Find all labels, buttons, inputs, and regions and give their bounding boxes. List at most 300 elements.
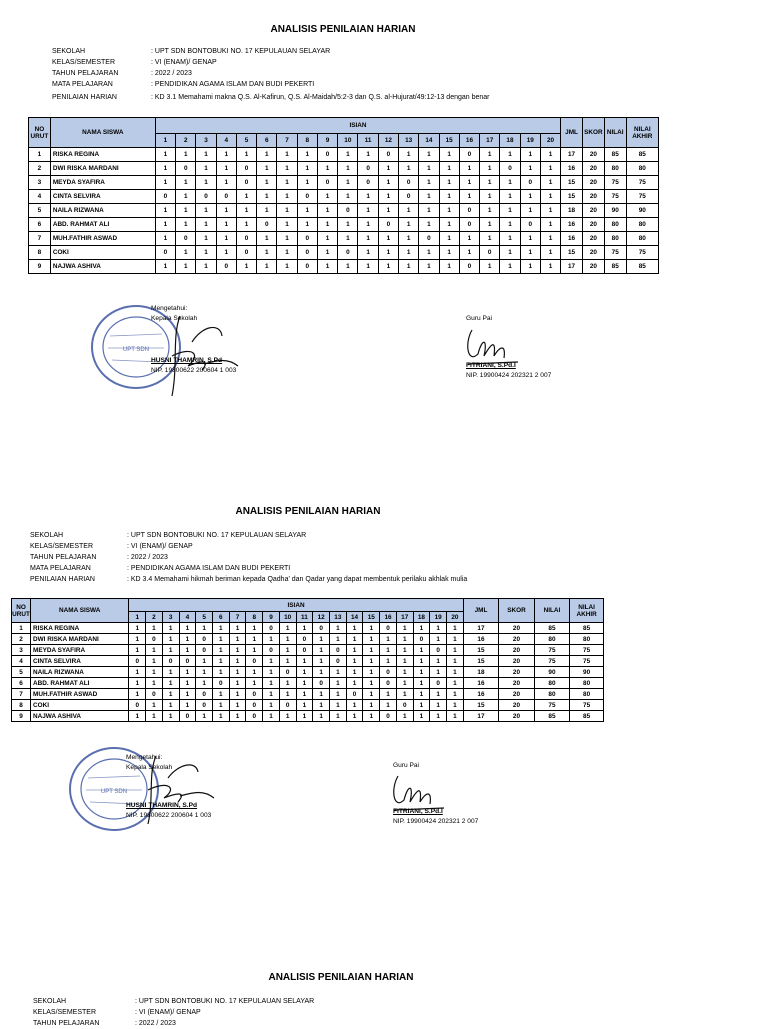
- col-item-number: 14: [346, 612, 363, 623]
- item-score: 1: [317, 246, 337, 260]
- student-name: RISKA REGINA: [50, 148, 155, 162]
- jml-value: 16: [561, 218, 583, 232]
- col-item-number: 16: [380, 612, 397, 623]
- item-score: 1: [212, 700, 229, 711]
- item-score: 1: [277, 176, 297, 190]
- item-score: 1: [447, 678, 464, 689]
- skor-value: 20: [499, 645, 534, 656]
- item-score: 1: [313, 689, 330, 700]
- item-score: 1: [363, 623, 380, 634]
- item-score: 0: [338, 246, 358, 260]
- item-score: 1: [297, 176, 317, 190]
- item-score: 1: [313, 656, 330, 667]
- item-score: 1: [540, 148, 560, 162]
- item-score: 0: [380, 711, 397, 722]
- label-sekolah: SEKOLAH: [30, 532, 64, 539]
- row-number: 9: [29, 260, 51, 274]
- item-score: 1: [196, 162, 216, 176]
- item-score: 0: [297, 260, 317, 274]
- item-score: 1: [162, 711, 179, 722]
- item-score: 1: [396, 667, 413, 678]
- item-score: 1: [396, 678, 413, 689]
- headmaster-name: HUSNI THAMRIN, S.Pd: [126, 802, 198, 809]
- skor-value: 20: [499, 678, 534, 689]
- nilai-akhir-value: 75: [570, 645, 604, 656]
- item-score: 1: [338, 218, 358, 232]
- item-score: 1: [396, 623, 413, 634]
- item-score: 1: [263, 711, 280, 722]
- item-score: 1: [129, 678, 146, 689]
- item-score: 1: [520, 204, 540, 218]
- item-score: 1: [176, 246, 196, 260]
- item-score: 1: [540, 218, 560, 232]
- item-score: 1: [236, 204, 256, 218]
- item-score: 1: [480, 176, 500, 190]
- score-table: [11, 598, 604, 722]
- value-penilaian: : KD 3.4 Memahami hikmah beriman kepada Qadha' dan Qadar yang dapat membentuk perilaku akhlak mulia: [127, 576, 468, 583]
- label-kelas: KELAS/SEMESTER: [30, 543, 94, 550]
- col-item-number: 8: [246, 612, 263, 623]
- item-score: 1: [162, 623, 179, 634]
- value-tahun: : 2022 / 2023: [135, 1020, 176, 1027]
- col-item-number: 15: [363, 612, 380, 623]
- nilai-value: 75: [534, 656, 569, 667]
- nilai-value: 90: [604, 204, 626, 218]
- item-score: 1: [439, 218, 459, 232]
- table-row: [12, 689, 604, 700]
- item-score: 0: [380, 667, 397, 678]
- item-score: 0: [216, 190, 236, 204]
- row-number: 3: [29, 176, 51, 190]
- item-score: 0: [430, 645, 447, 656]
- item-score: 1: [358, 190, 378, 204]
- label-mapel: MATA PELAJARAN: [30, 565, 91, 572]
- item-score: 1: [263, 700, 280, 711]
- item-score: 1: [176, 148, 196, 162]
- item-score: 1: [358, 148, 378, 162]
- item-score: 1: [179, 645, 196, 656]
- item-score: 1: [540, 162, 560, 176]
- item-score: 1: [480, 162, 500, 176]
- nilai-value: 80: [534, 678, 569, 689]
- item-score: 1: [146, 700, 163, 711]
- item-score: 1: [380, 645, 397, 656]
- row-number: 4: [12, 656, 31, 667]
- headmaster-block: [126, 753, 211, 821]
- item-score: 0: [378, 218, 398, 232]
- item-score: 1: [279, 656, 296, 667]
- item-score: 1: [296, 689, 313, 700]
- item-score: 1: [229, 700, 246, 711]
- item-score: 1: [196, 176, 216, 190]
- item-score: 1: [396, 711, 413, 722]
- item-score: 1: [179, 667, 196, 678]
- teacher-title: Guru Pai: [466, 315, 493, 322]
- table-row: [29, 218, 659, 232]
- nilai-value: 75: [604, 176, 626, 190]
- item-score: 1: [313, 634, 330, 645]
- table-row: [29, 232, 659, 246]
- table-row: [29, 162, 659, 176]
- item-score: 1: [229, 711, 246, 722]
- item-score: 0: [459, 218, 479, 232]
- skor-value: 20: [582, 260, 604, 274]
- item-score: 1: [263, 689, 280, 700]
- item-score: 1: [216, 204, 236, 218]
- item-score: 1: [317, 218, 337, 232]
- item-score: 1: [296, 700, 313, 711]
- item-score: 1: [329, 634, 346, 645]
- col-item-number: 11: [358, 134, 378, 148]
- item-score: 1: [263, 667, 280, 678]
- skor-value: 20: [499, 623, 534, 634]
- item-score: 0: [380, 623, 397, 634]
- headmaster-name: HUSNI THAMRIN, S.Pd: [151, 357, 223, 364]
- col-item-number: 18: [500, 134, 520, 148]
- value-mapel: : PENDIDIKAN AGAMA ISLAM DAN BUDI PEKERTI: [151, 81, 315, 88]
- col-item-number: 20: [540, 134, 560, 148]
- item-score: 1: [346, 700, 363, 711]
- item-score: 1: [155, 162, 175, 176]
- item-score: 0: [176, 162, 196, 176]
- item-score: 1: [540, 246, 560, 260]
- item-score: 0: [279, 667, 296, 678]
- col-nama-siswa: NAMA SISWA: [50, 118, 155, 148]
- value-kelas: : VI (ENAM)/ GENAP: [127, 543, 193, 550]
- item-score: 1: [520, 162, 540, 176]
- item-score: 1: [216, 148, 236, 162]
- nilai-value: 80: [604, 218, 626, 232]
- item-score: 0: [246, 700, 263, 711]
- item-score: 1: [378, 232, 398, 246]
- item-score: 1: [176, 204, 196, 218]
- row-number: 4: [29, 190, 51, 204]
- item-score: 1: [212, 711, 229, 722]
- label-mapel: MATA PELAJARAN: [52, 81, 113, 88]
- item-score: 1: [419, 190, 439, 204]
- col-item-number: 19: [520, 134, 540, 148]
- item-score: 1: [363, 689, 380, 700]
- nilai-value: 85: [604, 260, 626, 274]
- nilai-value: 80: [604, 232, 626, 246]
- item-score: 1: [358, 218, 378, 232]
- student-name: MEYDA SYAFIRA: [31, 645, 129, 656]
- nilai-akhir-value: 85: [626, 148, 658, 162]
- item-score: 1: [363, 667, 380, 678]
- item-score: 1: [439, 148, 459, 162]
- col-item-number: 8: [297, 134, 317, 148]
- item-score: 1: [419, 260, 439, 274]
- col-nilai-akhir: NILAI AKHIR: [626, 118, 658, 148]
- item-score: 1: [263, 678, 280, 689]
- col-item-number: 15: [439, 134, 459, 148]
- col-item-number: 1: [129, 612, 146, 623]
- item-score: 1: [129, 623, 146, 634]
- item-score: 1: [399, 232, 419, 246]
- item-score: 1: [500, 232, 520, 246]
- col-nilai: NILAI: [534, 599, 569, 623]
- item-score: 1: [447, 711, 464, 722]
- item-score: 1: [399, 260, 419, 274]
- item-score: 1: [363, 711, 380, 722]
- item-score: 1: [439, 260, 459, 274]
- skor-value: 20: [499, 700, 534, 711]
- item-score: 1: [396, 656, 413, 667]
- col-item-number: 13: [399, 134, 419, 148]
- col-item-number: 11: [296, 612, 313, 623]
- jml-value: 16: [561, 162, 583, 176]
- value-kelas: : VI (ENAM)/ GENAP: [151, 59, 217, 66]
- nilai-value: 85: [534, 711, 569, 722]
- nilai-akhir-value: 80: [626, 232, 658, 246]
- item-score: 0: [196, 634, 213, 645]
- table-row: [12, 623, 604, 634]
- item-score: 0: [358, 162, 378, 176]
- item-score: 1: [540, 190, 560, 204]
- item-score: 0: [459, 148, 479, 162]
- item-score: 0: [146, 689, 163, 700]
- item-score: 1: [378, 246, 398, 260]
- item-score: 1: [229, 678, 246, 689]
- item-score: 1: [520, 260, 540, 274]
- nilai-akhir-value: 75: [626, 246, 658, 260]
- item-score: 0: [212, 678, 229, 689]
- item-score: 1: [196, 260, 216, 274]
- item-score: 1: [257, 204, 277, 218]
- skor-value: 20: [582, 176, 604, 190]
- student-name: DWI RISKA MARDANI: [50, 162, 155, 176]
- item-score: 1: [279, 634, 296, 645]
- nilai-akhir-value: 80: [570, 634, 604, 645]
- col-item-number: 9: [317, 134, 337, 148]
- item-score: 1: [196, 148, 216, 162]
- item-score: 1: [279, 711, 296, 722]
- value-kelas: : VI (ENAM)/ GENAP: [135, 1009, 201, 1016]
- item-score: 1: [346, 711, 363, 722]
- item-score: 0: [155, 246, 175, 260]
- row-number: 2: [12, 634, 31, 645]
- item-score: 1: [419, 162, 439, 176]
- item-score: 1: [378, 176, 398, 190]
- table-row: [29, 204, 659, 218]
- item-score: 1: [520, 148, 540, 162]
- skor-value: 20: [582, 162, 604, 176]
- item-score: 0: [480, 246, 500, 260]
- nilai-value: 75: [534, 645, 569, 656]
- item-score: 1: [155, 260, 175, 274]
- item-score: 0: [296, 634, 313, 645]
- item-score: 1: [329, 689, 346, 700]
- item-score: 1: [500, 246, 520, 260]
- jml-value: 17: [561, 148, 583, 162]
- item-score: 1: [447, 623, 464, 634]
- student-name: NAILA RIZWANA: [31, 667, 129, 678]
- item-score: 1: [346, 634, 363, 645]
- col-item-number: 17: [480, 134, 500, 148]
- item-score: 1: [212, 623, 229, 634]
- item-score: 1: [257, 148, 277, 162]
- nilai-akhir-value: 80: [626, 218, 658, 232]
- item-score: 1: [277, 204, 297, 218]
- item-score: 1: [196, 667, 213, 678]
- item-score: 1: [430, 689, 447, 700]
- col-no-urut: NO URUT: [12, 599, 31, 623]
- student-name: DWI RISKA MARDANI: [31, 634, 129, 645]
- item-score: 1: [257, 232, 277, 246]
- jml-value: 17: [463, 711, 498, 722]
- item-score: 1: [179, 623, 196, 634]
- nilai-akhir-value: 75: [570, 656, 604, 667]
- item-score: 1: [257, 260, 277, 274]
- col-item-number: 5: [236, 134, 256, 148]
- item-score: 1: [313, 667, 330, 678]
- item-score: 1: [500, 148, 520, 162]
- item-score: 1: [378, 260, 398, 274]
- nilai-akhir-value: 80: [570, 678, 604, 689]
- item-score: 0: [129, 700, 146, 711]
- item-score: 1: [212, 656, 229, 667]
- nilai-akhir-value: 85: [570, 623, 604, 634]
- item-score: 1: [155, 176, 175, 190]
- item-score: 0: [329, 645, 346, 656]
- item-score: 1: [363, 645, 380, 656]
- item-score: 0: [236, 246, 256, 260]
- value-tahun: : 2022 / 2023: [127, 554, 168, 561]
- teacher-name: FITRIANI, S.Pd.I: [393, 808, 443, 815]
- student-name: NAILA RIZWANA: [50, 204, 155, 218]
- item-score: 1: [439, 190, 459, 204]
- item-score: 1: [439, 246, 459, 260]
- item-score: 1: [413, 645, 430, 656]
- col-jml: JML: [463, 599, 498, 623]
- row-number: 2: [29, 162, 51, 176]
- item-score: 1: [317, 232, 337, 246]
- item-score: 1: [296, 711, 313, 722]
- label-sekolah: SEKOLAH: [52, 48, 86, 55]
- item-score: 1: [447, 689, 464, 700]
- item-score: 1: [279, 623, 296, 634]
- value-sekolah: : UPT SDN BONTOBUKI NO. 17 KEPULAUAN SELAYAR: [135, 998, 315, 1005]
- mengetahui-label: Mengetahui:: [151, 305, 188, 312]
- item-score: 1: [146, 678, 163, 689]
- col-item-number: 19: [430, 612, 447, 623]
- nilai-akhir-value: 80: [626, 162, 658, 176]
- table-row: [29, 260, 659, 274]
- item-score: 0: [263, 623, 280, 634]
- item-score: 0: [430, 678, 447, 689]
- jml-value: 16: [463, 678, 498, 689]
- item-score: 0: [257, 218, 277, 232]
- item-score: 1: [216, 246, 236, 260]
- value-mapel: : PENDIDIKAN AGAMA ISLAM DAN BUDI PEKERTI: [127, 565, 291, 572]
- item-score: 1: [430, 711, 447, 722]
- item-score: 1: [480, 260, 500, 274]
- item-score: 1: [296, 623, 313, 634]
- col-item-number: 6: [212, 612, 229, 623]
- row-number: 5: [12, 667, 31, 678]
- item-score: 1: [297, 218, 317, 232]
- item-score: 1: [196, 232, 216, 246]
- item-score: 0: [520, 218, 540, 232]
- student-name: MEYDA SYAFIRA: [50, 176, 155, 190]
- item-score: 1: [430, 667, 447, 678]
- col-item-number: 3: [162, 612, 179, 623]
- jml-value: 15: [561, 176, 583, 190]
- item-score: 1: [500, 218, 520, 232]
- item-score: 1: [162, 645, 179, 656]
- item-score: 0: [236, 232, 256, 246]
- table-row: [12, 667, 604, 678]
- item-score: 1: [378, 162, 398, 176]
- item-score: 1: [296, 667, 313, 678]
- item-score: 1: [540, 176, 560, 190]
- item-score: 0: [196, 190, 216, 204]
- item-score: 0: [317, 148, 337, 162]
- item-score: 1: [229, 623, 246, 634]
- skor-value: 20: [499, 667, 534, 678]
- item-score: 1: [358, 204, 378, 218]
- item-score: 1: [520, 190, 540, 204]
- item-score: 1: [399, 204, 419, 218]
- item-score: 1: [229, 689, 246, 700]
- item-score: 0: [162, 656, 179, 667]
- headmaster-nip: NIP. 19800622 200604 1 003: [126, 812, 212, 819]
- table-row: [29, 176, 659, 190]
- item-score: 1: [430, 656, 447, 667]
- item-score: 1: [196, 218, 216, 232]
- teacher-nip: NIP. 19900424 202321 2 007: [393, 818, 479, 825]
- item-score: 1: [378, 204, 398, 218]
- item-score: 0: [129, 656, 146, 667]
- item-score: 1: [399, 162, 419, 176]
- col-jml: JML: [561, 118, 583, 148]
- svg-text:UPT SDN: UPT SDN: [100, 789, 128, 795]
- label-penilaian: PENILAIAN HARIAN: [52, 94, 117, 101]
- item-score: 1: [196, 623, 213, 634]
- item-score: 1: [257, 176, 277, 190]
- item-score: 0: [297, 246, 317, 260]
- item-score: 1: [500, 190, 520, 204]
- row-number: 8: [12, 700, 31, 711]
- jml-value: 18: [561, 204, 583, 218]
- item-score: 1: [439, 176, 459, 190]
- item-score: 1: [329, 667, 346, 678]
- item-score: 1: [329, 711, 346, 722]
- item-score: 1: [313, 645, 330, 656]
- item-score: 1: [346, 667, 363, 678]
- label-tahun: TAHUN PELAJARAN: [52, 70, 119, 77]
- item-score: 0: [338, 204, 358, 218]
- item-score: 1: [346, 678, 363, 689]
- value-sekolah: : UPT SDN BONTOBUKI NO. 17 KEPULAUAN SELAYAR: [127, 532, 307, 539]
- item-score: 0: [317, 176, 337, 190]
- item-score: 1: [162, 678, 179, 689]
- item-score: 1: [459, 232, 479, 246]
- item-score: 1: [277, 190, 297, 204]
- skor-value: 20: [582, 232, 604, 246]
- item-score: 1: [447, 645, 464, 656]
- item-score: 1: [396, 645, 413, 656]
- item-score: 1: [212, 645, 229, 656]
- item-score: 0: [358, 176, 378, 190]
- item-score: 1: [430, 623, 447, 634]
- item-score: 1: [329, 700, 346, 711]
- nilai-value: 75: [604, 190, 626, 204]
- col-item-number: 6: [257, 134, 277, 148]
- item-score: 0: [459, 260, 479, 274]
- item-score: 1: [363, 634, 380, 645]
- item-score: 1: [338, 176, 358, 190]
